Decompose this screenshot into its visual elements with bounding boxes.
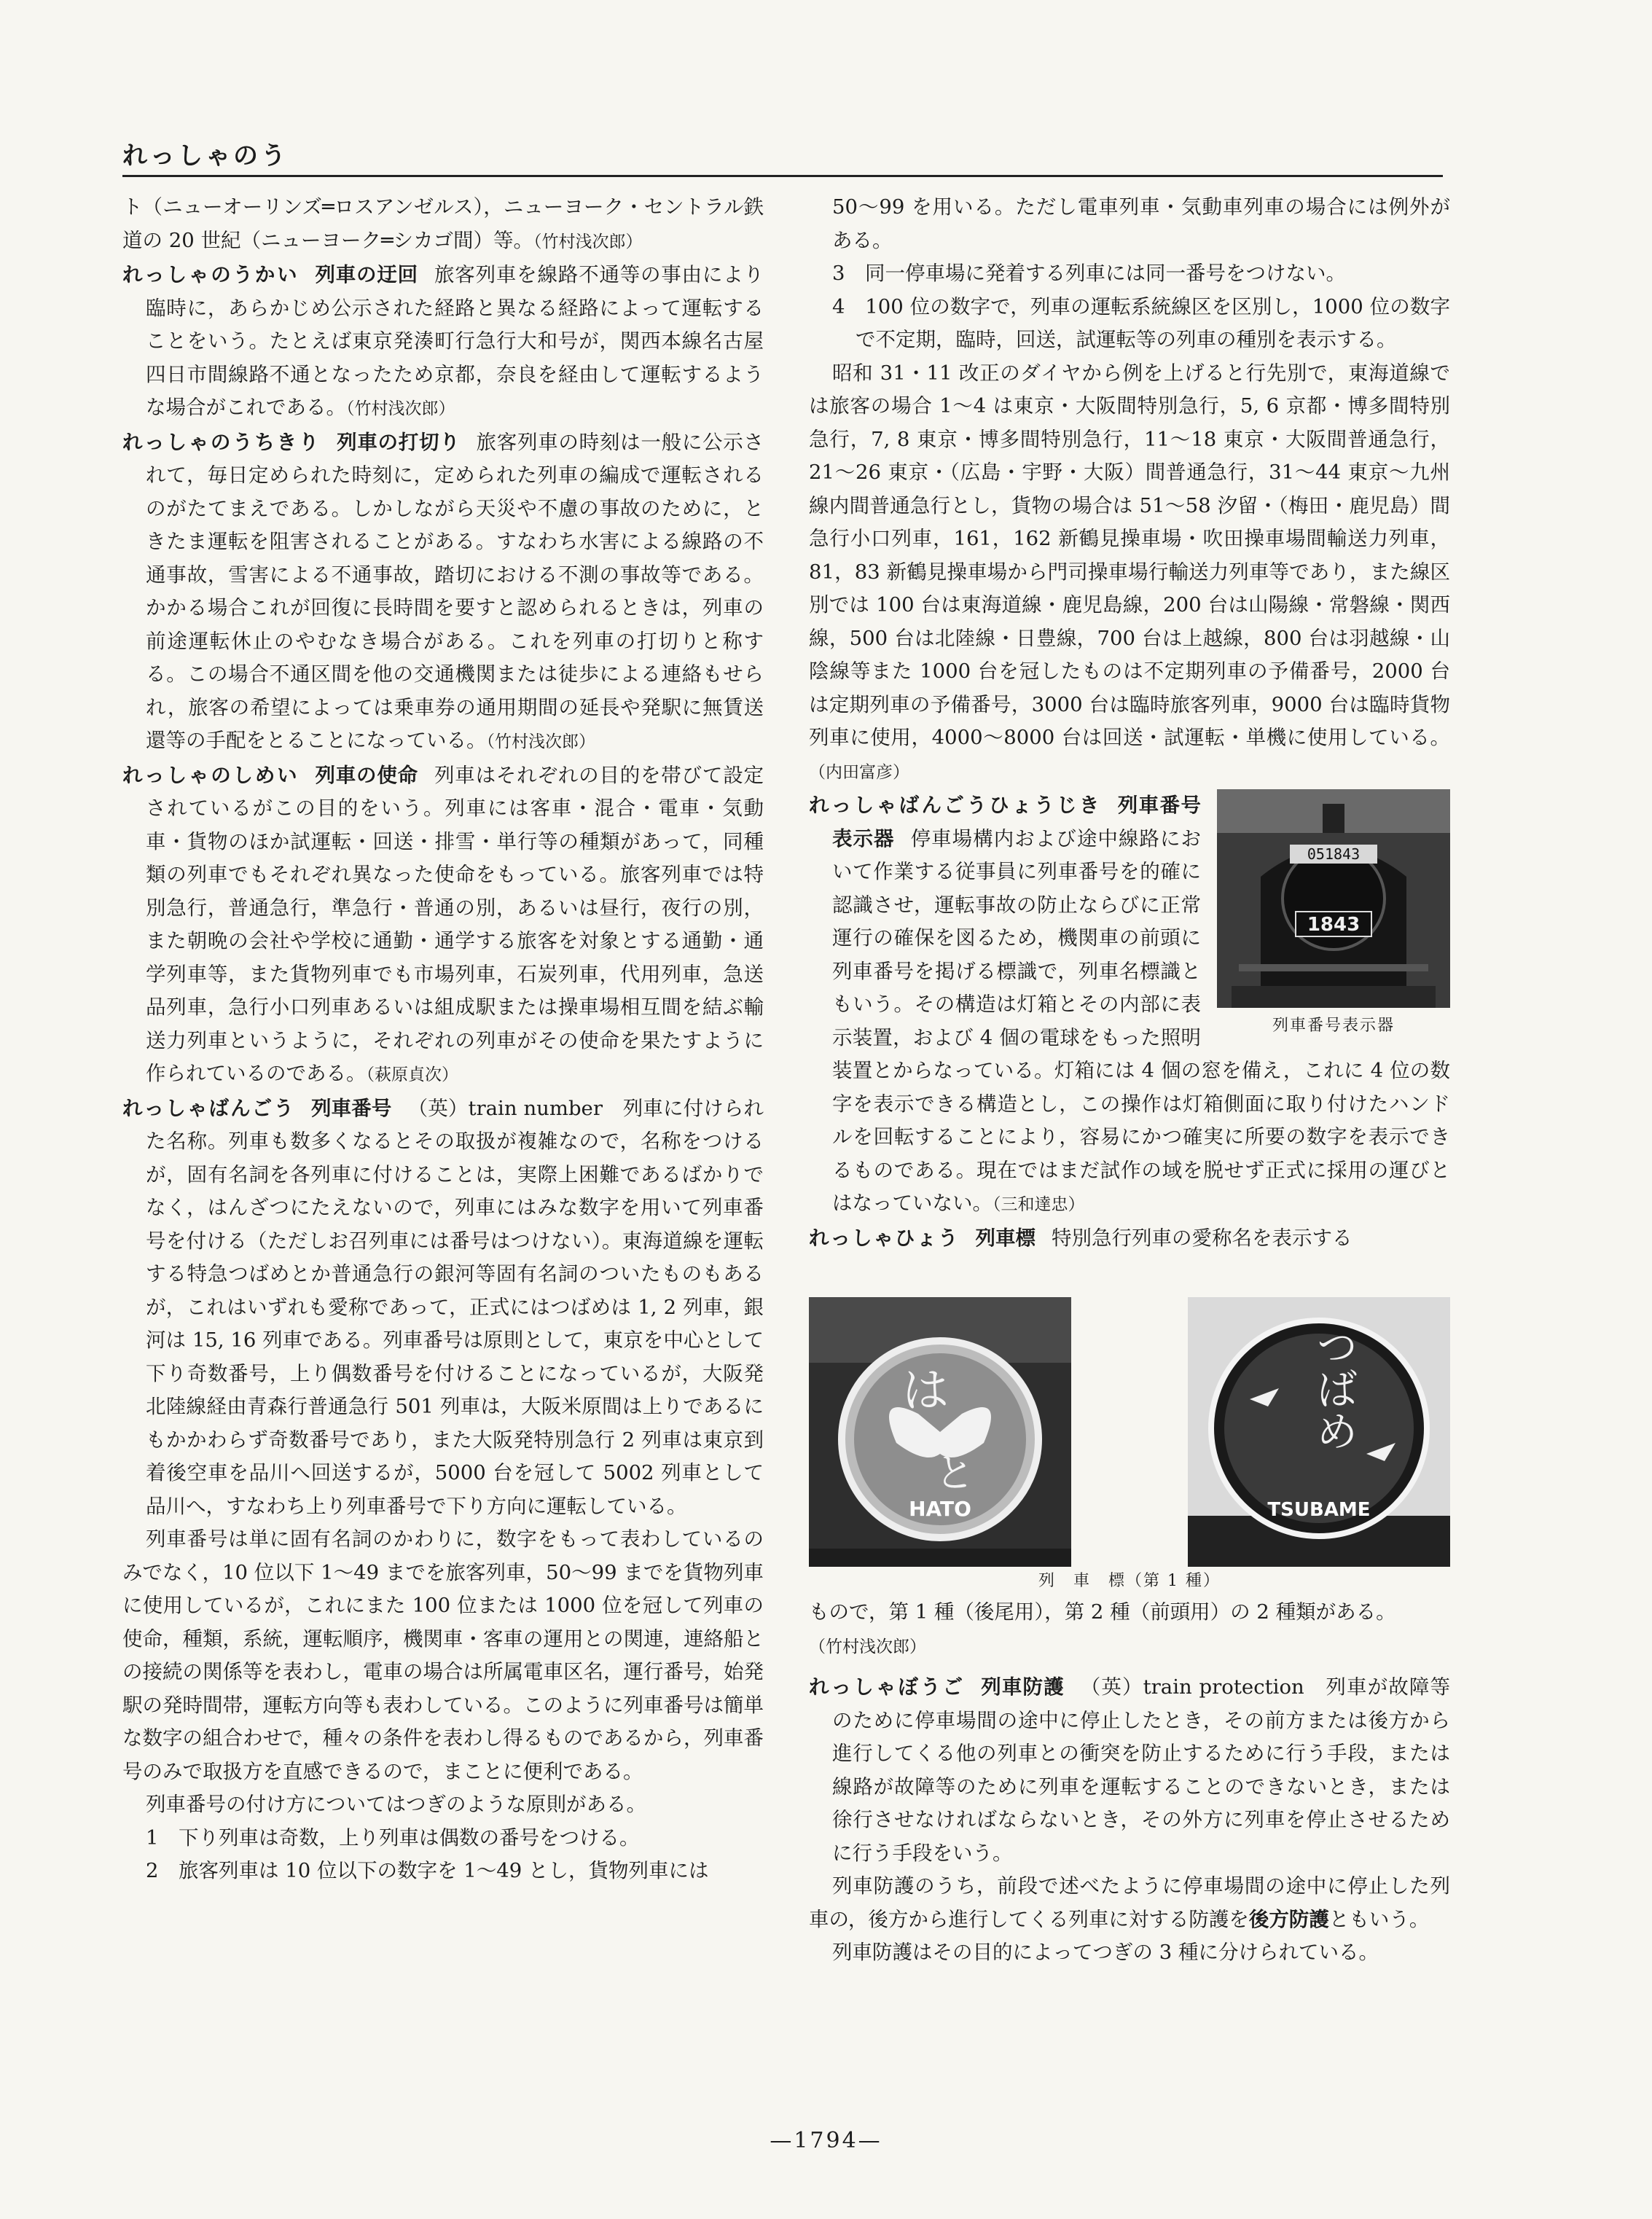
paragraph: 列車防護はその目的によってつぎの 3 種に分けられている。 bbox=[832, 1941, 1379, 1964]
entry-text: 旅客列車を線路不通等の事由により臨時に，あらかじめ公示された経路と異なる経路によって運転することをいう。たとえば東京発湊町行急行大和号が，関西本線名古屋四日市間線路不通となったため京都，奈良を経由して運転するような場合がこれである。 bbox=[146, 263, 764, 419]
author-credit: （竹村浅次郎） bbox=[346, 399, 455, 418]
entry-text: 特別急行列車の愛称名を表示する bbox=[1052, 1226, 1352, 1250]
keyword: 列車標 bbox=[975, 1226, 1036, 1250]
entry-text: 停車場構内および途中線路において作業する従事員に列車番号を的確に認識させ，運転事故の防止ならびに正常運行の確保を図るため，機関車の前頭に列車番号を掲げる標識で，列車名標識ともいう。その構造は灯箱とその内部に表示装置，および 4 個の電球をもった照明装置とからなっている。灯箱には 4 個の窓を備え，これに 4 位の数字を表示できる構造とし，この操作は灯箱側面に取り付けたハンドルを回転することにより，容易にかつ確実に所要の数字を表示できるものである。現在ではまだ試作の域を脱せず正式に採用の運びとはなっていない。 bbox=[832, 826, 1450, 1215]
locomotive-photo bbox=[1217, 789, 1450, 1008]
author-credit: （内田富彦） bbox=[809, 762, 909, 782]
entry-resshahyou bbox=[809, 1222, 1450, 1256]
rule-item: 4 100 位の数字で，列車の運転系統線区を区別し，1000 位の数字で不定期，臨時，回送，試運転等の列車の種別を表示する。 bbox=[832, 294, 1450, 351]
headword: れっしゃひょう bbox=[809, 1226, 960, 1250]
paragraph bbox=[809, 357, 1450, 790]
paragraph-text: もので，第 1 種（後尾用），第 2 種（前頭用）の 2 種類がある。 bbox=[809, 1600, 1396, 1624]
entry-text: 旅客列車の時刻は一般に公示されて，毎日定められた時刻に，定められた列車の編成で運転されるのがたてまえである。しかしながら天災や不慮の事故のために，ときたま運転を阻害されることがある。すなわち水害による線路の不通事故，雪害による不通事故，踏切における不測の事故等である。かかる場合これが回復に長時間を要すと認められるときは，列車の前途運転休止のやむなき場合がある。これを列車の打切りと称する。この場合不通区間を他の交通機関または徒歩による連絡もせられ，旅客の希望によっては乗車券の通用期間の延長や発駅に無賃送還等の手配をとることになっている。 bbox=[146, 430, 764, 752]
term-bold: 後方防護 bbox=[1248, 1907, 1329, 1931]
headword: れっしゃのうちきり bbox=[122, 430, 321, 454]
paragraph-text: 列車防護のうち，前段で述べたように停車場間の途中に停止した列車の，後方から進行してくる列車に対する防護を bbox=[809, 1874, 1450, 1931]
figure-caption: 列車番号表示器 bbox=[1272, 1017, 1395, 1035]
page-number: —1794— bbox=[770, 2128, 882, 2153]
author-credit: （萩原貞次） bbox=[366, 1065, 458, 1084]
entry-continued bbox=[809, 1596, 1450, 1664]
hato-kana-2: と bbox=[935, 1450, 974, 1496]
running-head: れっしゃのう bbox=[122, 141, 289, 171]
entry-resshabangouhyoujiki bbox=[809, 789, 1450, 1222]
continued-paragraph bbox=[122, 191, 764, 259]
headword: れっしゃばんごう bbox=[122, 1096, 296, 1120]
rule-item: 1 下り列車は奇数，上り列車は偶数の番号をつける。 bbox=[146, 1825, 640, 1850]
figure-train-headboards bbox=[809, 1297, 1450, 1596]
tsubame-headboard-photo bbox=[1188, 1297, 1450, 1567]
keyword: 列車の打切り bbox=[337, 430, 461, 454]
hato-headboard-photo bbox=[809, 1297, 1071, 1567]
entry-resshanoukai bbox=[122, 259, 764, 426]
right-column bbox=[809, 191, 1450, 1970]
entry-text: （英）train number 列車に付けられた名称。列車も数多くなるとその取扱が複雑なので，名称をつけるが，固有名詞を各列車に付けることは，実際上困難であるばかりでなく，はんざつにたえないので，列車にはみな数字を用いて列車番号を付ける（ただしお召列車には番号はつけない）。東海道線を運転する特急つばめとか普通急行の銀河等固有名詞のついたものもあるが，これはいずれも愛称であって，正式にはつばめは 1, 2 列車，銀河は 15, 16 列車である。列車番号は原則として，東京を中心として下り奇数番号，上り偶数番号を付けることになっているが，大阪発北陸線経由青森行普通急行 501 列車は，大阪米原間は上りであるにもかかわらず奇数番号であり，また大阪発特別急行 2 列車は東京到着後空車を品川へ回送するが，5000 台を冠して 5002 列車として品川へ，すなわち上り列車番号で下り方向に運転している。 bbox=[146, 1096, 764, 1518]
entry-resshanoshimei bbox=[122, 759, 764, 1092]
headword: れっしゃのしめい bbox=[122, 763, 300, 787]
tsubame-roman: TSUBAME bbox=[1267, 1499, 1371, 1521]
rule-item: 3 同一停車場に発着する列車には同一番号をつけない。 bbox=[832, 262, 1346, 285]
headword: れっしゃぼうご bbox=[809, 1675, 966, 1699]
author-credit: （竹村浅次郎） bbox=[809, 1637, 926, 1656]
plate-number-top: 051843 bbox=[1307, 845, 1361, 863]
author-credit: （竹村浅次郎） bbox=[486, 732, 595, 751]
paragraph bbox=[809, 1870, 1450, 1936]
entry-resshanouchikiri bbox=[122, 426, 764, 759]
hato-kana: は bbox=[902, 1364, 949, 1418]
paragraph-text: 昭和 31・11 改正のダイヤから例を上げると行先別で，東海道線では旅客の場合 1〜4 は東京・大阪間特別急行，5, 6 京都・博多間特別急行，7, 8 東京・博多間特別急行，11〜18 東京・大阪間普通急行，21〜26 東京・（広島・宇野・大阪）間普通急行，31〜44 東京〜九州線内間普通急行とし，貨物の場合は 51〜58 汐留・（梅田・鹿児島）間急行小口列車，161，162 新鶴見操車場・吹田操車場間輸送力列車，81，83 新鶴見操車場から門司操車場行輸送力列車等であり，また線区別では 100 台は東海道線・鹿児島線，200 台は山陽線・常磐線・関西線，500 台は北陸線・日豊線，700 台は上越線，800 台は羽越線・山陰線等また 1000 台を冠したものは不定期列車の予備番号，2000 台は定期列車の予備番号，3000 台は臨時旅客列車，9000 台は臨時貨物列車に使用，4000〜8000 台は回送・試運転・単機に使用している。 bbox=[809, 361, 1450, 749]
tsubame-kana: つばめ bbox=[1309, 1325, 1358, 1452]
keyword: 列車番号表示器 bbox=[832, 794, 1201, 850]
headword: れっしゃのうかい bbox=[122, 263, 300, 286]
left-column bbox=[122, 191, 764, 1888]
keyword: 列車の使命 bbox=[315, 763, 418, 787]
author-credit: （三和達忠） bbox=[993, 1195, 1085, 1214]
keyword: 列車の迂回 bbox=[315, 263, 418, 286]
entry-text: （英）train protection 列車が故障等のために停車場間の途中に停止したとき，その前方または後方から進行してくる他の列車との衝突を防止するために行う手段，または線路が故障等のために列車を運転することのできないとき，または徐行させなければならないとき，その外方に列車を停止させるために行う手段をいう。 bbox=[832, 1675, 1451, 1865]
paragraph-text: ト（ニューオーリンズ═ロスアンゼルス），ニューヨーク・セントラル鉄道の 20 世紀（ニューヨーク═シカゴ間）等。 bbox=[122, 195, 764, 252]
paragraph: 列車番号は単に固有名詞のかわりに，数字をもって表わしているのみでなく，10 位以下 1〜49 までを旅客列車，50〜99 までを貨物列車に使用しているが，これにまた 100 位または 1000 位を冠して列車の使命，種類，系統，運転順序，機関車・客車の運用との関連，連絡船との接続の関係等を表わし，電車の場合は所属電車区名，運行番号，始発駅の発時間帯，運転方向等も表わしている。このように列車番号は簡単な数字の組合わせで，種々の条件を表わし得るものであるから，列車番号のみで取扱方を直感できるので，まことに便利である。 bbox=[122, 1527, 764, 1783]
rule-item-continued: 50〜99 を用いる。ただし電車列車・気動車列車の場合には例外がある。 bbox=[832, 195, 1450, 252]
header-rule bbox=[122, 175, 1443, 177]
entry-text: 列車はそれぞれの目的を帯びて設定されているがこの目的をいう。列車には客車・混合・電車・気動車・貨物のほか試運転・回送・排雪・単行等の種類があって，同種類の列車でもそれぞれ異なった使命をもっている。旅客列車では特別急行，普通急行，準急行・普通の別，あるいは昼行，夜行の別，また朝晩の会社や学校に通勤・通学する旅客を対象とする通勤・通学列車等，また貨物列車でも市場列車，石炭列車，代用列車，急送品列車，急行小口列車あるいは組成駅または操車場相互間を結ぶ輸送力列車というように，それぞれの列車がその使命を果たすように作られているのである。 bbox=[146, 763, 764, 1085]
hato-roman: HATO bbox=[909, 1497, 971, 1521]
figure-caption: 列 車 標（第 1 種） bbox=[1038, 1572, 1221, 1590]
keyword: 列車防護 bbox=[981, 1675, 1065, 1699]
headword: れっしゃばんごうひょうじき bbox=[809, 794, 1102, 817]
indicator-number: 1843 bbox=[1307, 914, 1361, 936]
keyword: 列車番号 bbox=[311, 1096, 392, 1120]
rule-item: 2 旅客列車は 10 位以下の数字を 1〜49 とし，貨物列車には bbox=[146, 1859, 709, 1882]
paragraph-text: ともいう。 bbox=[1328, 1907, 1430, 1931]
figure-train-number-indicator bbox=[1217, 789, 1450, 1041]
entry-resshabangou bbox=[122, 1092, 764, 1524]
paragraph: 列車番号の付け方についてはつぎのような原則がある。 bbox=[146, 1793, 646, 1816]
entry-resshabougo bbox=[809, 1671, 1450, 1870]
author-credit: （竹村浅次郎） bbox=[533, 232, 643, 251]
